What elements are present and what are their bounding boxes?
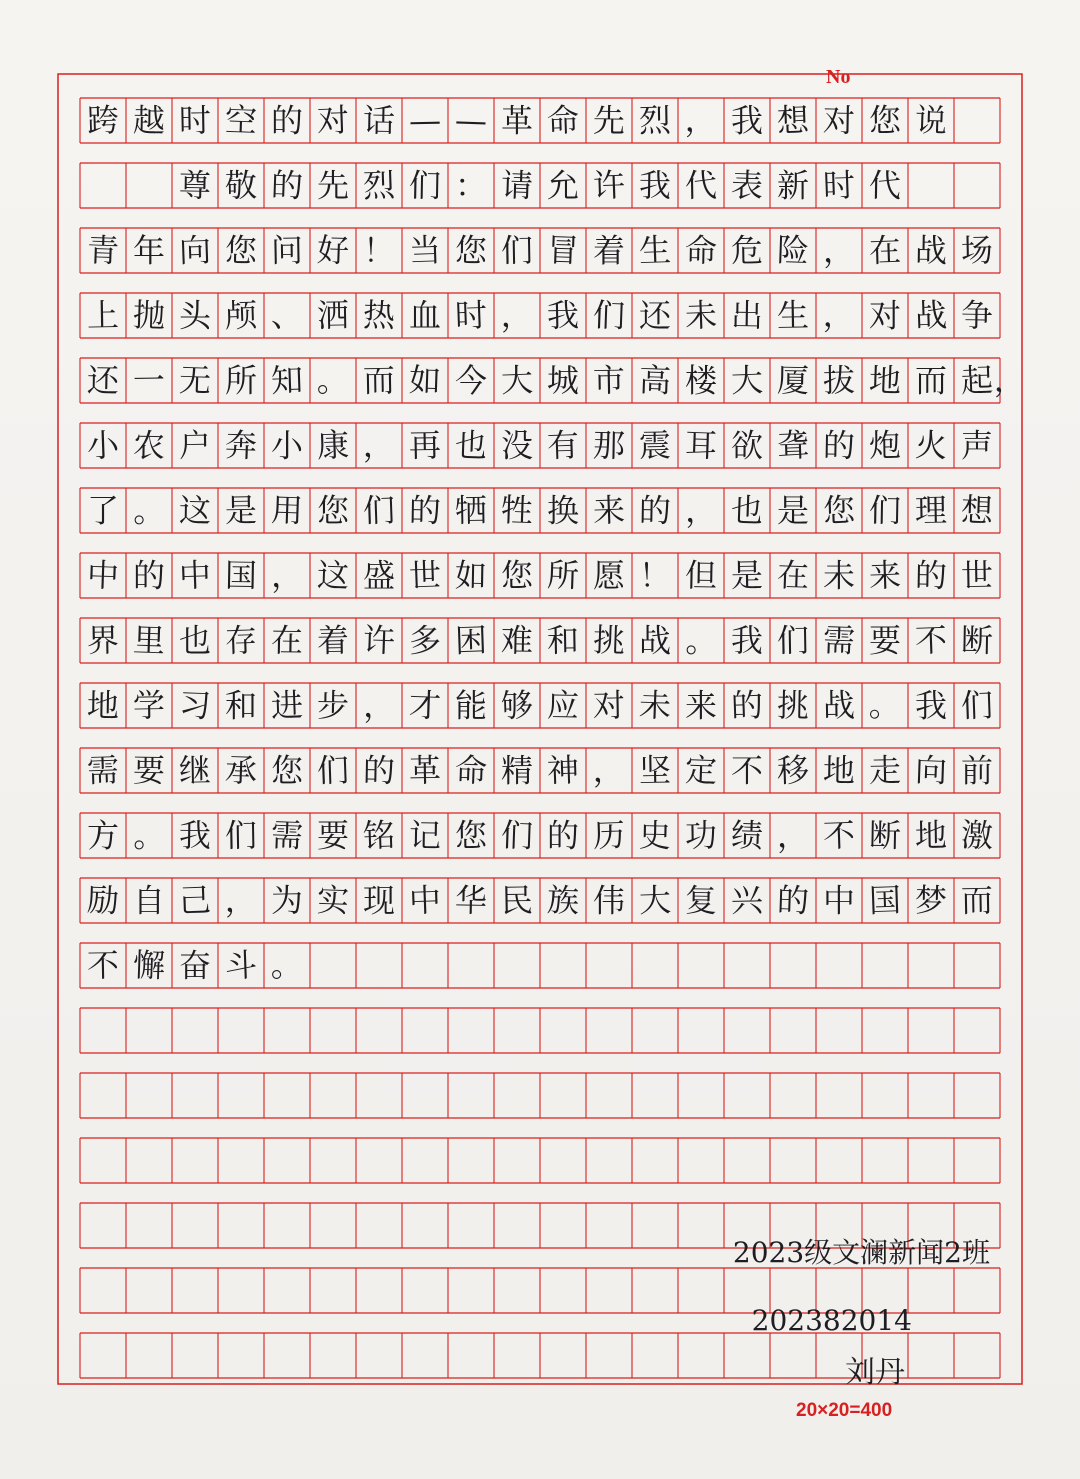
handwritten-char: 今 xyxy=(454,361,488,400)
handwritten-char: 再 xyxy=(408,426,442,465)
handwritten-char: 中 xyxy=(86,555,120,596)
grid-capacity-label: 20×20=400 xyxy=(796,1400,893,1421)
handwritten-char: 地 xyxy=(86,686,120,725)
handwritten-char: 命 xyxy=(454,750,488,791)
handwritten-char: 所 xyxy=(224,361,258,400)
handwritten-char: 进 xyxy=(270,685,304,726)
handwritten-char: 在 xyxy=(776,555,810,596)
handwritten-char: 小 xyxy=(270,426,304,465)
class-line: 2023级文澜新闻2班 xyxy=(732,1236,990,1269)
handwritten-char: 中 xyxy=(822,881,856,920)
handwritten-char: 对 xyxy=(316,100,350,141)
handwritten-char: 国 xyxy=(224,556,258,595)
handwritten-char: ！ xyxy=(638,555,672,596)
handwritten-char: 也 xyxy=(730,490,764,531)
handwritten-char: 习 xyxy=(178,685,212,726)
handwritten-char: ， xyxy=(270,556,304,595)
handwritten-char: 兴 xyxy=(730,881,764,920)
handwritten-char: ， xyxy=(993,360,1027,400)
handwritten-char: 和 xyxy=(224,686,258,725)
handwritten-char: 烈 xyxy=(362,165,396,206)
handwritten-char: 着 xyxy=(592,231,626,270)
handwritten-char: — xyxy=(454,100,488,141)
handwritten-char: 小 xyxy=(86,425,120,466)
handwritten-char: 而 xyxy=(914,361,948,400)
handwritten-char: 聋 xyxy=(776,425,810,466)
handwritten-char: 革 xyxy=(500,101,534,140)
handwritten-char: 。 xyxy=(868,685,902,726)
handwritten-char: 问 xyxy=(270,231,304,270)
handwritten-char: 当 xyxy=(408,230,442,271)
handwritten-char: 需 xyxy=(270,815,304,856)
handwritten-char: 在 xyxy=(868,230,902,271)
handwritten-char: 华 xyxy=(454,881,488,920)
handwritten-char: 。 xyxy=(316,361,350,400)
handwritten-char: 继 xyxy=(178,751,212,790)
handwritten-char: 自 xyxy=(132,881,166,920)
handwritten-char: 高 xyxy=(638,360,672,401)
handwritten-char: 还 xyxy=(86,361,120,400)
handwritten-char: 对 xyxy=(868,296,902,335)
handwritten-char: 许 xyxy=(362,620,396,661)
handwritten-char: 困 xyxy=(454,620,488,661)
handwritten-char: 斗 xyxy=(224,945,258,986)
handwritten-char: 是 xyxy=(224,491,258,530)
handwritten-char: 好 xyxy=(316,230,350,271)
handwritten-char: 愿 xyxy=(592,556,626,595)
handwritten-char: 表 xyxy=(730,165,764,206)
handwritten-char: 时 xyxy=(454,295,488,336)
handwritten-char: 许 xyxy=(592,165,626,206)
handwritten-char: 和 xyxy=(546,621,580,660)
handwritten-char: 换 xyxy=(546,491,580,530)
handwritten-char: 懈 xyxy=(132,945,166,986)
handwritten-char: ， xyxy=(592,751,626,790)
handwritten-char: 但 xyxy=(684,556,718,595)
handwritten-char: 如 xyxy=(408,360,442,401)
handwritten-char: 颅 xyxy=(224,295,258,336)
handwritten-char: 们 xyxy=(500,815,534,856)
handwritten-char: 梦 xyxy=(914,881,948,920)
handwritten-char: 越 xyxy=(132,101,166,140)
handwritten-char: 您 xyxy=(500,556,534,595)
handwritten-char: 世 xyxy=(408,555,442,596)
handwritten-char: 抛 xyxy=(132,295,166,336)
handwritten-char: 您 xyxy=(224,231,258,270)
handwritten-char: 不 xyxy=(730,751,764,790)
handwritten-char: 的 xyxy=(132,556,166,595)
handwritten-char: 奋 xyxy=(178,946,212,985)
handwritten-char: 们 xyxy=(500,231,534,270)
handwritten-char: 来 xyxy=(684,686,718,725)
handwritten-char: 场 xyxy=(960,231,994,270)
handwritten-char: 要 xyxy=(868,621,902,660)
handwritten-char: 存 xyxy=(224,620,258,661)
handwritten-char: 需 xyxy=(822,620,856,661)
handwritten-char: ！ xyxy=(362,231,396,270)
handwritten-char: 才 xyxy=(408,685,442,726)
handwritten-char: 我 xyxy=(178,816,212,855)
handwritten-char: 的 xyxy=(270,165,304,206)
handwritten-char: 够 xyxy=(500,685,534,726)
handwritten-char: 记 xyxy=(408,816,442,855)
handwritten-char: 厦 xyxy=(776,361,810,400)
handwritten-char: 的 xyxy=(914,556,948,595)
handwritten-char: 了 xyxy=(86,491,120,530)
handwritten-char: 新 xyxy=(776,166,810,205)
handwritten-char: 的 xyxy=(270,101,304,140)
handwritten-char: 。 xyxy=(270,946,304,985)
handwritten-char: ， xyxy=(822,231,856,270)
handwritten-char: 无 xyxy=(178,360,212,401)
handwritten-char: 战 xyxy=(914,231,948,270)
handwritten-char: 火 xyxy=(914,425,948,466)
handwritten-char: 未 xyxy=(684,295,718,336)
handwritten-char: 命 xyxy=(546,100,580,141)
handwritten-text xyxy=(86,101,1026,985)
handwritten-char: 前 xyxy=(960,751,994,790)
handwritten-char: 知 xyxy=(270,360,304,401)
handwritten-char: 大 xyxy=(638,880,672,921)
handwritten-char: 应 xyxy=(546,686,580,725)
handwritten-char: 难 xyxy=(500,621,534,660)
handwritten-char: 多 xyxy=(408,621,442,660)
handwritten-char: ， xyxy=(684,100,718,141)
handwritten-char: 史 xyxy=(638,816,672,855)
handwritten-char: 还 xyxy=(638,296,672,335)
handwritten-char: 断 xyxy=(960,621,994,660)
handwritten-char: 想 xyxy=(960,490,994,531)
handwritten-char: 不 xyxy=(86,946,120,985)
handwritten-char: 牲 xyxy=(500,490,534,531)
handwritten-char: 向 xyxy=(178,230,212,271)
handwritten-char: 战 xyxy=(822,686,856,725)
handwritten-char: ， xyxy=(776,816,810,855)
handwritten-char: 年 xyxy=(132,231,166,270)
handwritten-char: 的 xyxy=(776,880,810,921)
handwritten-char: 向 xyxy=(914,750,948,791)
handwritten-char: 您 xyxy=(316,491,350,530)
handwritten-char: 允 xyxy=(546,166,580,205)
handwritten-char: 尊 xyxy=(178,166,212,205)
handwritten-char: 这 xyxy=(178,491,212,530)
handwritten-char: ， xyxy=(500,296,534,335)
handwritten-char: 上 xyxy=(86,296,120,335)
handwritten-char: 生 xyxy=(638,230,672,271)
handwritten-char: 您 xyxy=(822,490,856,531)
handwritten-char: 未 xyxy=(822,556,856,595)
handwritten-char: 的 xyxy=(730,685,764,726)
handwritten-char: ， xyxy=(684,491,718,530)
handwritten-char: 时 xyxy=(822,165,856,206)
handwritten-char: 现 xyxy=(362,881,396,920)
handwritten-char: 头 xyxy=(178,296,212,335)
handwritten-char: 学 xyxy=(132,686,166,725)
handwritten-char: 神 xyxy=(546,750,580,791)
handwritten-char: 声 xyxy=(960,426,994,465)
handwritten-char: 争 xyxy=(960,296,994,335)
handwritten-char: 冒 xyxy=(546,230,580,271)
handwritten-char: 来 xyxy=(592,490,626,531)
handwritten-char: 。 xyxy=(132,490,166,531)
handwritten-char: 城 xyxy=(546,361,580,400)
handwritten-char: 们 xyxy=(316,750,350,791)
handwritten-char: 用 xyxy=(270,490,304,531)
handwritten-char: 代 xyxy=(684,166,718,205)
handwritten-char: 需 xyxy=(86,750,120,791)
handwritten-char: 不 xyxy=(822,815,856,856)
handwritten-char: ： xyxy=(454,166,488,205)
handwritten-char: 话 xyxy=(362,101,396,140)
handwritten-char: 洒 xyxy=(316,296,350,335)
handwritten-char: 户 xyxy=(178,426,212,465)
handwritten-char: 们 xyxy=(776,621,810,660)
handwritten-char: 拔 xyxy=(822,361,856,400)
handwritten-char: 大 xyxy=(500,360,534,401)
handwritten-char: ， xyxy=(822,295,856,336)
handwritten-char: 定 xyxy=(684,750,718,791)
handwritten-char: 您 xyxy=(454,231,488,270)
handwritten-char: 对 xyxy=(822,101,856,140)
handwritten-char: 所 xyxy=(546,555,580,596)
handwritten-char: 我 xyxy=(914,686,948,725)
handwritten-char: 励 xyxy=(86,880,120,921)
handwritten-char: 炮 xyxy=(868,426,902,465)
handwritten-char: 也 xyxy=(454,425,488,466)
handwritten-char: 地 xyxy=(914,816,948,855)
handwritten-char: 说 xyxy=(914,100,948,141)
handwritten-char: 们 xyxy=(362,490,396,531)
handwritten-char: 未 xyxy=(638,685,672,726)
handwritten-char: 们 xyxy=(960,685,994,726)
handwritten-char: 中 xyxy=(408,880,442,921)
handwritten-char: 历 xyxy=(592,815,626,856)
handwritten-char: 也 xyxy=(178,621,212,660)
grid-lines xyxy=(58,74,1022,1384)
handwritten-char: 您 xyxy=(868,101,902,140)
handwritten-char: — xyxy=(408,101,442,140)
handwritten-char: 不 xyxy=(914,620,948,661)
handwritten-char: 一 xyxy=(132,361,166,400)
handwritten-char: 奔 xyxy=(224,425,258,466)
handwritten-char: 的 xyxy=(638,491,672,530)
handwritten-char: 险 xyxy=(776,230,810,271)
handwritten-char: 步 xyxy=(316,686,350,725)
handwritten-char: 中 xyxy=(178,555,212,596)
handwritten-char: 己 xyxy=(178,880,212,921)
handwritten-char: ， xyxy=(224,881,258,920)
handwritten-char: 复 xyxy=(684,881,718,920)
handwritten-char: 。 xyxy=(684,620,718,661)
handwritten-char: 牺 xyxy=(454,491,488,530)
handwritten-char: 理 xyxy=(914,491,948,530)
handwritten-char: 激 xyxy=(960,815,994,856)
handwritten-char: 那 xyxy=(592,426,626,465)
handwritten-char: 对 xyxy=(592,686,626,725)
handwritten-char: 有 xyxy=(546,425,580,466)
handwritten-char: 而 xyxy=(960,881,994,920)
handwritten-char: 康 xyxy=(316,425,350,466)
handwritten-char: 大 xyxy=(730,360,764,401)
handwritten-char: 您 xyxy=(454,816,488,855)
handwritten-char: 民 xyxy=(500,881,534,920)
handwritten-char: 挑 xyxy=(776,686,810,725)
handwritten-char: 来 xyxy=(868,555,902,596)
handwritten-char: 革 xyxy=(408,751,442,790)
handwritten-char: 界 xyxy=(86,621,120,660)
handwritten-char: 请 xyxy=(500,165,534,206)
handwritten-char: 族 xyxy=(546,880,580,921)
handwritten-char: 铭 xyxy=(362,815,396,856)
handwritten-char: 在 xyxy=(270,621,304,660)
handwritten-char: 欲 xyxy=(730,426,764,465)
handwritten-char: 能 xyxy=(454,686,488,725)
handwritten-char: 是 xyxy=(730,556,764,595)
handwritten-char: 挑 xyxy=(592,620,626,661)
handwritten-char: 起 xyxy=(960,360,994,401)
handwritten-char: 伟 xyxy=(592,881,626,920)
handwritten-char: 出 xyxy=(730,296,764,335)
handwritten-char: 精 xyxy=(500,751,534,790)
handwritten-char: 着 xyxy=(316,621,350,660)
handwritten-char: 里 xyxy=(132,620,166,661)
handwritten-char: 坚 xyxy=(638,751,672,790)
handwritten-char: 绩 xyxy=(730,815,764,856)
handwritten-char: 的 xyxy=(362,751,396,790)
handwritten-char: 断 xyxy=(868,816,902,855)
serial-number-label: No xyxy=(826,66,851,88)
handwritten-char: 耳 xyxy=(684,425,718,466)
handwritten-char: 这 xyxy=(316,555,350,596)
handwritten-char: 我 xyxy=(730,621,764,660)
handwritten-char: 功 xyxy=(684,816,718,855)
handwritten-char: 我 xyxy=(730,101,764,140)
handwritten-char: 们 xyxy=(868,491,902,530)
handwritten-char: 承 xyxy=(224,750,258,791)
handwritten-char: 代 xyxy=(868,166,902,205)
handwritten-char: 战 xyxy=(914,295,948,336)
handwritten-char: 我 xyxy=(638,166,672,205)
handwritten-char: 跨 xyxy=(86,100,120,141)
handwritten-char: 热 xyxy=(362,295,396,336)
handwritten-char: 血 xyxy=(408,296,442,335)
handwritten-char: 们 xyxy=(592,295,626,336)
handwritten-char: 地 xyxy=(868,360,902,401)
handwritten-char: 移 xyxy=(776,750,810,791)
handwritten-char: 。 xyxy=(132,815,166,856)
handwritten-char: 世 xyxy=(960,556,994,595)
handwritten-char: 我 xyxy=(546,296,580,335)
handwritten-char: 为 xyxy=(270,881,304,920)
handwritten-char: 危 xyxy=(730,231,764,270)
handwritten-char: 实 xyxy=(316,880,350,921)
handwritten-char: ， xyxy=(362,686,396,725)
handwritten-char: 时 xyxy=(178,101,212,140)
handwritten-char: 没 xyxy=(500,426,534,465)
student-id: 202382014 xyxy=(751,1304,912,1337)
handwritten-char: 盛 xyxy=(362,556,396,595)
handwritten-char: 走 xyxy=(868,751,902,790)
handwritten-char: 的 xyxy=(408,491,442,530)
handwritten-char: 生 xyxy=(776,296,810,335)
handwritten-char: 先 xyxy=(316,166,350,205)
handwritten-char: 而 xyxy=(362,361,396,400)
handwritten-char: 战 xyxy=(638,621,672,660)
handwritten-char: 震 xyxy=(638,426,672,465)
handwritten-char: 先 xyxy=(592,101,626,140)
handwritten-char: 的 xyxy=(546,816,580,855)
handwritten-char: 楼 xyxy=(684,361,718,400)
handwritten-char: 、 xyxy=(270,296,304,335)
handwritten-char: 敬 xyxy=(224,166,258,205)
handwritten-char: 如 xyxy=(454,556,488,595)
handwritten-char: 要 xyxy=(316,816,350,855)
handwritten-char: 您 xyxy=(270,751,304,790)
handwritten-char: 要 xyxy=(132,751,166,790)
handwritten-char: 空 xyxy=(224,100,258,141)
handwritten-char: 市 xyxy=(592,361,626,400)
handwritten-char: 国 xyxy=(868,880,902,921)
handwritten-char: 农 xyxy=(132,426,166,465)
handwritten-char: 方 xyxy=(86,816,120,855)
handwritten-char: 的 xyxy=(822,426,856,465)
handwritten-char: 地 xyxy=(822,751,856,790)
handwritten-char: 们 xyxy=(224,816,258,855)
author-name: 刘丹 xyxy=(845,1355,905,1390)
handwritten-char: 想 xyxy=(776,100,810,141)
handwritten-char: 命 xyxy=(684,231,718,270)
handwritten-char: 青 xyxy=(86,230,120,271)
handwritten-char: 们 xyxy=(408,166,442,205)
handwritten-char: ， xyxy=(362,426,396,465)
handwritten-char: 烈 xyxy=(638,101,672,140)
handwritten-char: 是 xyxy=(776,491,810,530)
